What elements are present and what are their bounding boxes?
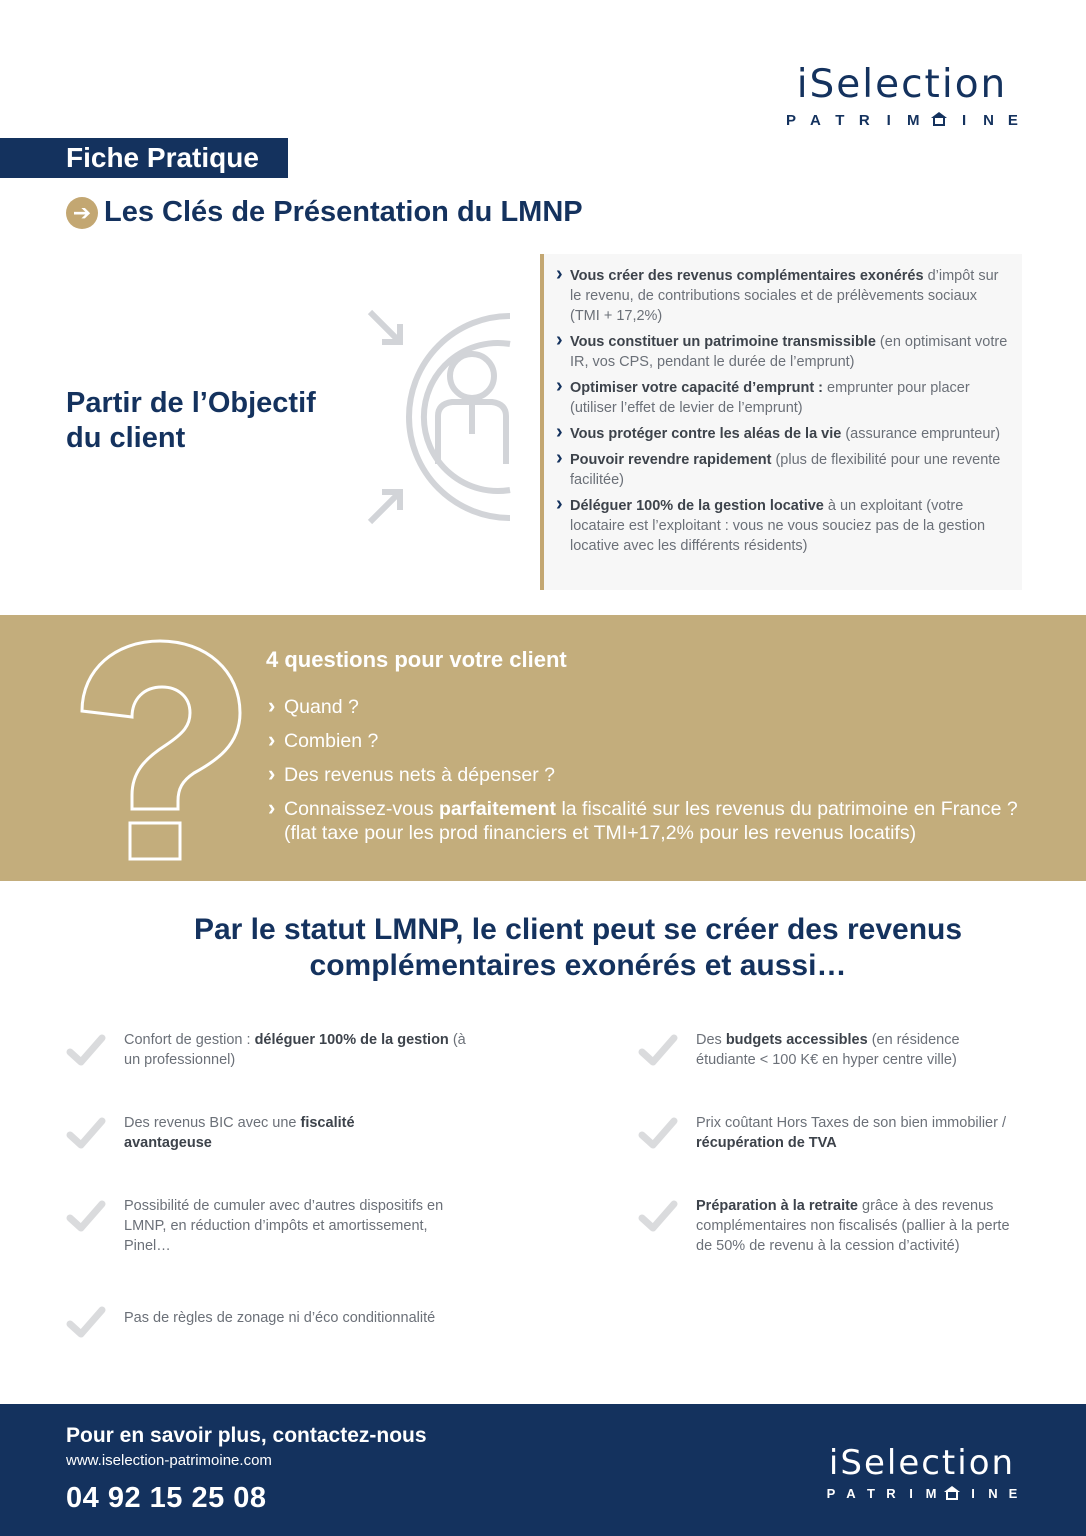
website-link[interactable]: www.iselection-patrimoine.com [66,1452,272,1469]
logo-letter: A [810,112,821,129]
questions-title: 4 questions pour votre client [266,647,567,672]
benefit-item: Préparation à la retraite grâce à des revenus complémentaires non fiscalisés (pallier à la perte de 50% de revenu à la cession d’activité) [638,1196,1028,1256]
logo-letter: N [983,112,994,129]
logo-letter: I [909,1486,913,1501]
questions-list [284,695,1044,855]
statut-heading [120,912,1036,984]
target-person-icon [360,304,520,530]
question-item: › Combien ? [284,729,1044,753]
objective-item: › Optimiser votre capacité d’emprunt : emprunter pour placer (utiliser l’effet de levier de l’emprunt) [570,378,1008,418]
objectives-list [540,254,1022,590]
logo-letter: P [785,112,796,129]
arrow-right-icon: ➔ [66,197,98,229]
phone-number[interactable]: 04 92 15 25 08 [66,1482,267,1514]
house-icon [931,112,947,126]
question-item: › Quand ? [284,695,1044,719]
footer-logo [822,1444,1022,1501]
logo-letter: R [858,112,870,129]
logo-letter: N [988,1486,998,1501]
statut-line: complémentaires exonérés et aussi… [309,949,847,982]
objective-item: › Vous protéger contre les aléas de la vie (assurance emprunteur) [570,424,1008,444]
logo-letter: I [971,1486,975,1501]
benefit-item: Des budgets accessibles (en résidence étudiante < 100 K€ en hyper centre ville) [638,1030,1028,1070]
benefit-item: Pas de règles de zonage ni d’éco conditionnalité [66,1302,466,1342]
logo-letter: M [906,112,920,129]
contact-heading: Pour en savoir plus, contactez-nous [66,1424,427,1447]
page-title [66,196,583,229]
objective-item: › Déléguer 100% de la gestion locative à un exploitant (votre locataire est l’exploitant : vous ne vous souciez pas de la gestion locative avec les différents résidents) [570,496,1008,556]
benefit-item: Possibilité de cumuler avec d’autres dispositifs en LMNP, en réduction d’impôts et amortissement, Pinel… [66,1196,466,1256]
objective-item: › Vous créer des revenus complémentaires exonérés d’impôt sur le revenu, de contributions sociales et de prélèvements sociaux (TMI + 17,2%) [570,266,1008,326]
logo-letter: A [846,1486,856,1501]
brand-logo [780,62,1024,129]
logo-name: iSelection [796,62,1008,107]
logo-letter: E [1008,1486,1018,1501]
logo-letter: E [1007,112,1018,129]
logo-subtitle [822,1486,1022,1501]
objective-heading [66,386,356,456]
logo-letter: T [835,112,845,129]
question-item: › Des revenus nets à dépenser ? [284,763,1044,787]
checkmark-icon [638,1196,678,1236]
checkmark-icon [66,1196,106,1236]
benefit-item: Des revenus BIC avec une fiscalité avantageuse [66,1113,466,1153]
logo-letter: P [826,1486,836,1501]
logo-letter: M [925,1486,937,1501]
question-item: › Connaissez-vous parfaitement la fiscalité sur les revenus du patrimoine en France ? (flat taxe pour les prod financiers et TMI+17,2% pour les revenus locatifs) [284,797,1044,845]
statut-line: Par le statut LMNP, le client peut se créer des revenus [193,913,963,946]
fiche-pratique-banner: Fiche Pratique [0,138,288,178]
benefit-item: Prix coûtant Hors Taxes de son bien immobilier / récupération de TVA [638,1113,1028,1153]
questions-section [0,615,1086,881]
benefit-item: Confort de gestion : déléguer 100% de la gestion (à un professionnel) [66,1030,466,1070]
objective-line: Partir de l’Objectif [66,387,316,419]
checkmark-icon [638,1113,678,1153]
objective-line: du client [66,422,186,454]
logo-letter: I [886,112,891,129]
page-title-text: Les Clés de Présentation du LMNP [104,196,583,228]
house-icon [944,1486,960,1500]
logo-letter: R [886,1486,896,1501]
objective-item: › Vous constituer un patrimoine transmissible (en optimisant votre IR, vos CPS, pendant le durée de l’emprunt) [570,332,1008,372]
question-mark-icon [76,633,246,863]
checkmark-icon [66,1030,106,1070]
logo-letter: I [961,112,967,129]
checkmark-icon [66,1302,106,1342]
logo-letter: T [867,1486,875,1501]
logo-name: iSelection [828,1443,1016,1483]
objective-item: › Pouvoir revendre rapidement (plus de flexibilité pour une revente facilitée) [570,450,1008,490]
checkmark-icon [66,1113,106,1153]
checkmark-icon [638,1030,678,1070]
logo-subtitle [780,112,1024,129]
